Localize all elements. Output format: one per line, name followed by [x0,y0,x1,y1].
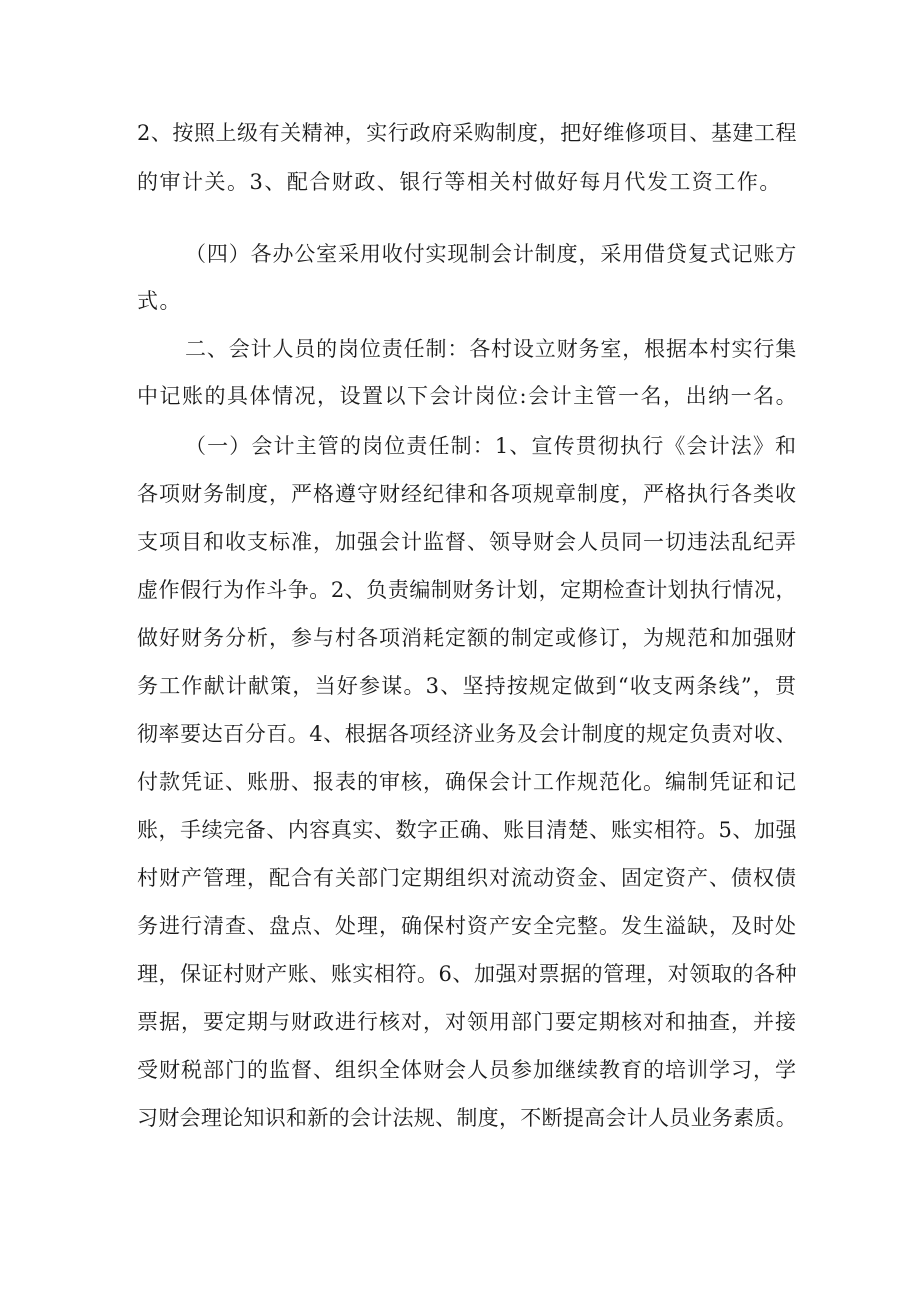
paragraph-4-line-10: 村财产管理，配合有关部门定期组织对流动资金、固定资产、债权债 [137,866,797,890]
paragraph-1-line-1: 2、按照上级有关精神，实行政府采购制度，把好维修项目、基建工程 [137,121,797,145]
paragraph-1-line-2: 的审计关。3、配合财政、银行等相关村做好每月代发工资工作。 [137,170,782,194]
paragraph-4-line-9: 账，手续完备、内容真实、数字正确、账目清楚、账实相符。5、加强 [137,818,797,842]
paragraph-4-line-1: （一）会计主管的岗位责任制：1、宣传贯彻执行《会计法》和 [185,434,797,458]
paragraph-4-line-7: 彻率要达百分百。4、根据各项经济业务及会计制度的规定负责对收、 [137,722,797,746]
paragraph-3-line-1: 二、会计人员的岗位责任制：各村设立财务室，根据本村实行集 [185,337,797,361]
paragraph-4-line-8: 付款凭证、账册、报表的审核，确保会计工作规范化。编制凭证和记 [137,770,797,794]
paragraph-4-line-4: 虚作假行为作斗争。2、负责编制财务计划，定期检查计划执行情况， [137,578,797,602]
paragraph-2-line-1: （四）各办公室采用收付实现制会计制度，采用借贷复式记账方 [185,242,797,266]
paragraph-4-line-2: 各项财务制度，严格遵守财经纪律和各项规章制度，严格执行各类收 [137,482,797,506]
paragraph-4-line-14: 受财税部门的监督、组织全体财会人员参加继续教育的培训学习，学 [137,1058,797,1082]
paragraph-4-line-3: 支项目和收支标准，加强会计监督、领导财会人员同一切违法乱纪弄 [137,530,797,554]
paragraph-4-line-6: 务工作献计献策，当好参谋。3、坚持按规定做到“收支两条线”，贯 [137,674,797,698]
paragraph-3-line-2: 中记账的具体情况，设置以下会计岗位:会计主管一名，出纳一名。 [137,384,799,408]
paragraph-4-line-15: 习财会理论知识和新的会计法规、制度，不断提高会计人员业务素质。 [137,1106,797,1130]
paragraph-4-line-11: 务进行清查、盘点、处理，确保村资产安全完整。发生溢缺，及时处 [137,914,797,938]
paragraph-4-line-12: 理，保证村财产账、账实相符。6、加强对票据的管理，对领取的各种 [137,962,797,986]
paragraph-2-line-2: 式。 [137,289,182,313]
paragraph-4-line-13: 票据，要定期与财政进行核对，对领用部门要定期核对和抽查，并接 [137,1010,797,1034]
paragraph-4-line-5: 做好财务分析，参与村各项消耗定额的制定或修订，为规范和加强财 [137,626,797,650]
